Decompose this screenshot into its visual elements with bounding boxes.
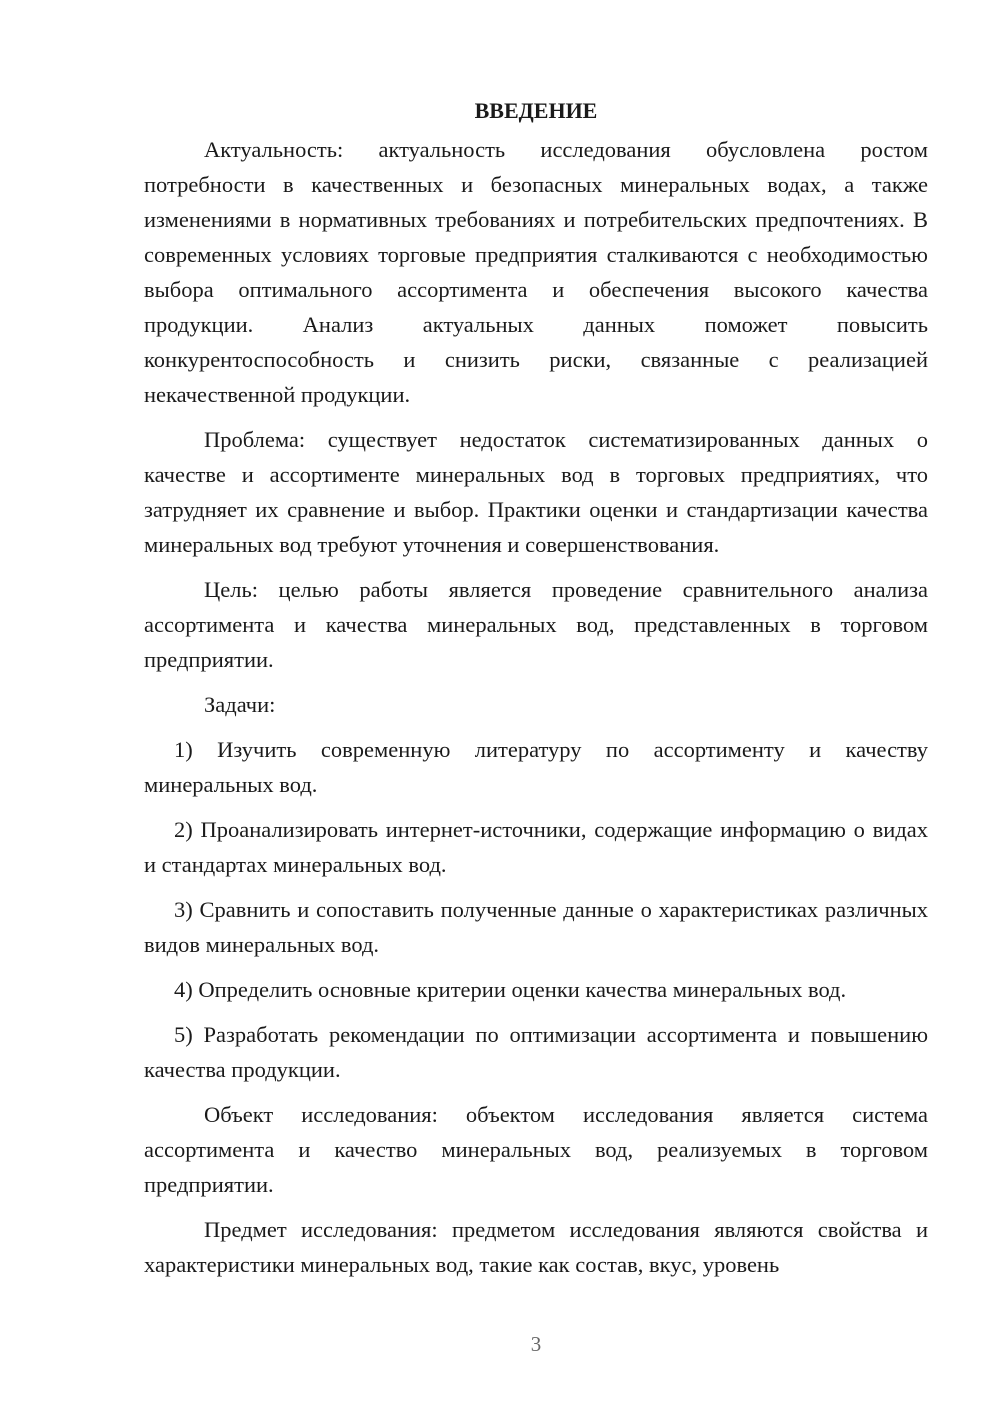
goal-paragraph: Цель: целью работы является проведение сравнительного анализа ассортимента и качества минеральных вод, представленных в торговом предприятии. [144, 577, 928, 672]
subject-paragraph: Предмет исследования: предметом исследования являются свойства и характеристики минеральных вод, такие как состав, вкус, уровень [144, 1217, 928, 1277]
object-paragraph: Объект исследования: объектом исследования является система ассортимента и качество минеральных вод, реализуемых в торговом предприятии. [144, 1102, 928, 1197]
problem-paragraph: Проблема: существует недостаток систематизированных данных о качестве и ассортименте минеральных вод в торговых предприятиях, что затрудняет их сравнение и выбор. Практики оценки и стандартизации качества минеральных вод требуют уточнения и совершенствования. [144, 427, 928, 557]
task-item-2: 2) Проанализировать интернет-источники, содержащие информацию о видах и стандартах минеральных вод. [144, 817, 928, 877]
task-item-4: 4) Определить основные критерии оценки качества минеральных вод. [174, 977, 847, 1002]
task-item-1: 1) Изучить современную литературу по ассортименту и качеству минеральных вод. [144, 737, 928, 797]
task-item-3: 3) Сравнить и сопоставить полученные данные о характеристиках различных видов минеральных вод. [144, 897, 928, 957]
tasks-label: Задачи: [204, 692, 276, 717]
page-number: 3 [530, 1332, 542, 1356]
page-content [144, 93, 928, 1292]
relevance-paragraph: Актуальность: актуальность исследования обусловлена ростом потребности в качественных и безопасных минеральных водах, а также изменениями в нормативных требованиях и потребительских предпочтениях. В современных условиях торговые предприятия сталкиваются с необходимостью выбора оптимального ассортимента и обеспечения высокого качества продукции. Анализ актуальных данных поможет повысить конкурентоспособность и снизить риски, связанные с реализацией некачественной продукции. [144, 137, 928, 407]
page-title: ВВЕДЕНИЕ [474, 98, 598, 123]
task-item-5: 5) Разработать рекомендации по оптимизации ассортимента и повышению качества продукции. [144, 1022, 928, 1082]
